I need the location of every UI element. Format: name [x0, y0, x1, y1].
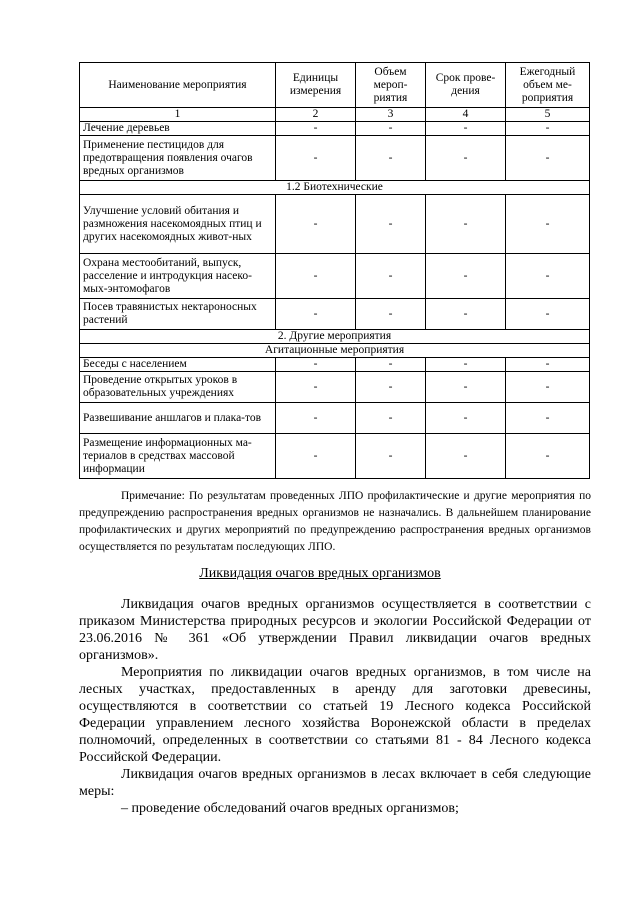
note-text: Примечание: По результатам проведенных ЛПО профилактические и другие мероприятия по предупреждению распространения вредных организмов не назначались. В дальнейшем планирование профилактических и других мероприятий по предупреждению распространения вредных организмов осуществляется по результатам последующих ЛПО. — [79, 490, 591, 553]
cell: - — [506, 358, 590, 372]
cell: - — [276, 254, 356, 299]
cell: - — [356, 299, 426, 330]
row-name: Размещение информационных ма-териалов в средствах массовой информации — [80, 434, 276, 479]
list-item: – проведение обследований очагов вредных организмов; — [121, 801, 459, 816]
col-number: 3 — [356, 108, 426, 122]
cell: - — [356, 403, 426, 434]
cell: - — [276, 122, 356, 136]
events-table — [79, 62, 590, 479]
table-note — [79, 488, 591, 556]
cell: - — [276, 372, 356, 403]
cell: - — [506, 195, 590, 254]
cell: - — [276, 403, 356, 434]
paragraph: Мероприятия по ликвидации очагов вредных организмов, в том числе на лесных участках, предоставленных в аренду для заготовки древесины, осуществляются в соответствии со статьей 19 Лесного кодекса Российской Федерации управлением лесного хозяйства Воронежской области в пределах полномочий, определенных в соответствии со статьями 81 - 84 Лесного кодекса Российской Федерации. — [79, 665, 591, 765]
table-row — [80, 195, 590, 254]
table-row — [80, 403, 590, 434]
cell: - — [276, 358, 356, 372]
table-row — [80, 358, 590, 372]
cell: - — [506, 299, 590, 330]
table-header-row — [80, 63, 590, 108]
cell: - — [356, 195, 426, 254]
body-text — [79, 596, 591, 817]
cell: - — [356, 136, 426, 181]
col-number: 2 — [276, 108, 356, 122]
section-other: 2. Другие мероприятия — [80, 330, 590, 344]
cell: - — [426, 136, 506, 181]
row-name: Улучшение условий обитания и размножения насекомоядных птиц и других насекомоядных живот-ных — [80, 195, 276, 254]
header-term: Срок прове-дения — [426, 63, 506, 108]
col-number: 1 — [80, 108, 276, 122]
header-volume: Объем мероп-риятия — [356, 63, 426, 108]
header-name: Наименование мероприятия — [80, 63, 276, 108]
paragraph: Ликвидация очагов вредных организмов в лесах включает в себя следующие меры: — [79, 767, 591, 799]
row-name: Охрана местообитаний, выпуск, расселение и интродукция насеко-мых-энтомофагов — [80, 254, 276, 299]
cell: - — [356, 434, 426, 479]
column-numbers-row — [80, 108, 590, 122]
cell: - — [356, 122, 426, 136]
col-number: 4 — [426, 108, 506, 122]
cell: - — [506, 254, 590, 299]
row-name: Лечение деревьев — [80, 122, 276, 136]
cell: - — [426, 434, 506, 479]
col-number: 5 — [506, 108, 590, 122]
row-name: Развешивание аншлагов и плака-тов — [80, 403, 276, 434]
table-row — [80, 372, 590, 403]
table-row — [80, 434, 590, 479]
cell: - — [506, 372, 590, 403]
header-units: Единицы измерения — [276, 63, 356, 108]
section-row — [80, 181, 590, 195]
section-biotech: 1.2 Биотехнические — [80, 181, 590, 195]
cell: - — [426, 122, 506, 136]
cell: - — [426, 299, 506, 330]
section-row — [80, 344, 590, 358]
cell: - — [426, 195, 506, 254]
table-row — [80, 136, 590, 181]
cell: - — [356, 372, 426, 403]
paragraph: Ликвидация очагов вредных организмов осуществляется в соответствии с приказом Министерства природных ресурсов и экологии Российской Федерации от 23.06.2016 № 361 «Об утверждении Правил ликвидации очагов вредных организмов». — [79, 597, 591, 663]
cell: - — [276, 136, 356, 181]
section-heading: Ликвидация очагов вредных организмов — [199, 566, 441, 581]
row-name: Применение пестицидов для предотвращения появления очагов вредных организмов — [80, 136, 276, 181]
cell: - — [356, 358, 426, 372]
cell: - — [426, 403, 506, 434]
cell: - — [506, 136, 590, 181]
cell: - — [506, 434, 590, 479]
cell: - — [426, 358, 506, 372]
row-name: Посев травянистых нектароносных растений — [80, 299, 276, 330]
cell: - — [426, 372, 506, 403]
cell: - — [276, 434, 356, 479]
cell: - — [356, 254, 426, 299]
cell: - — [276, 299, 356, 330]
cell: - — [426, 254, 506, 299]
table-row — [80, 299, 590, 330]
section-agitation: Агитационные мероприятия — [80, 344, 590, 358]
table-row — [80, 122, 590, 136]
cell: - — [276, 195, 356, 254]
header-annual: Ежегодный объем ме-роприятия — [506, 63, 590, 108]
table-row — [80, 254, 590, 299]
row-name: Беседы с населением — [80, 358, 276, 372]
cell: - — [506, 403, 590, 434]
section-row — [80, 330, 590, 344]
row-name: Проведение открытых уроков в образовательных учреждениях — [80, 372, 276, 403]
cell: - — [506, 122, 590, 136]
